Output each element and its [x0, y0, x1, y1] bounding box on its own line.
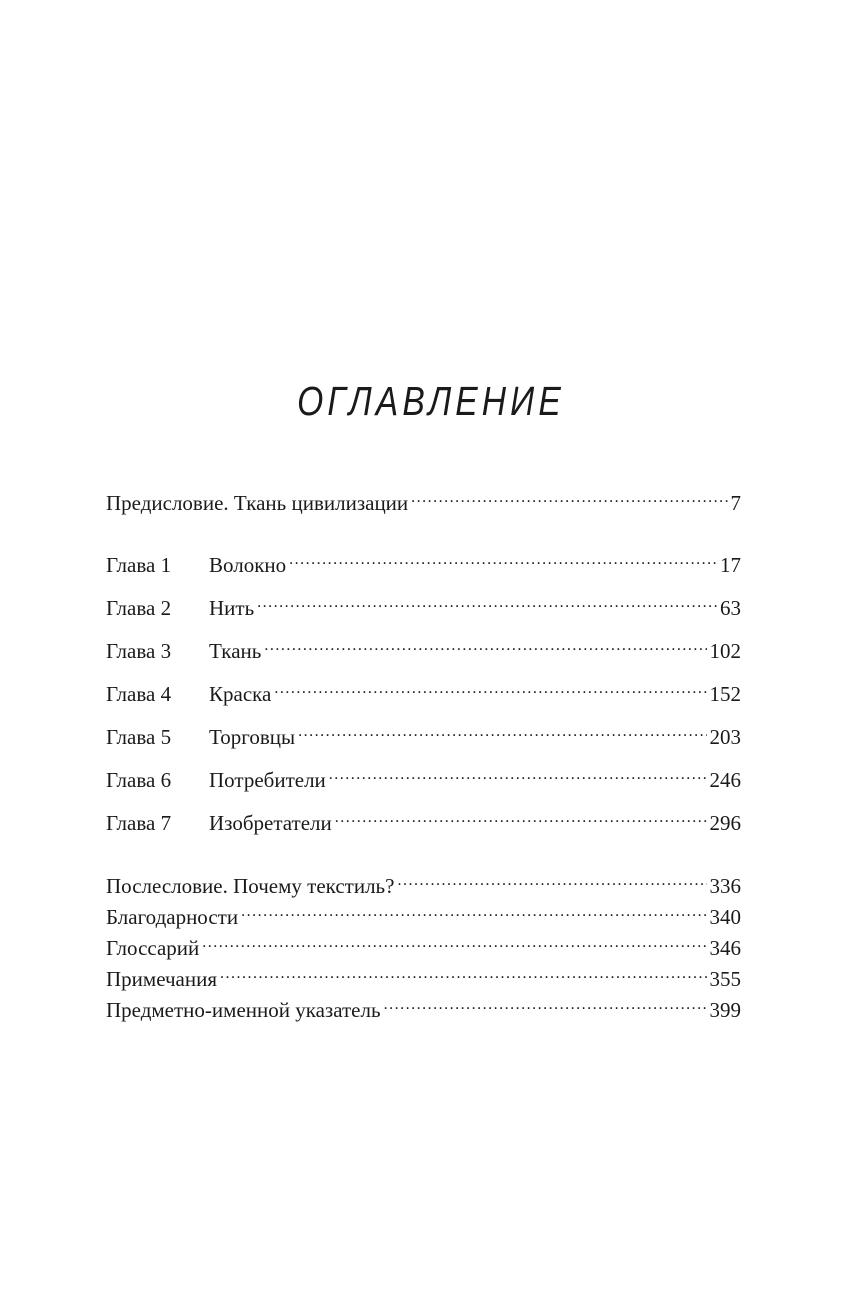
page-number: 346	[709, 936, 741, 960]
chapter-label: Глава 3	[106, 639, 172, 663]
entry-title: Предметно-именной указатель	[106, 998, 381, 1022]
entry-title: Краска	[209, 682, 272, 706]
entry-title: Ткань	[209, 639, 262, 663]
toc-entry-chapter-5	[106, 720, 741, 749]
toc-entry-preface	[106, 486, 741, 515]
page-number: 7	[730, 491, 741, 515]
toc-entry-afterword	[106, 869, 741, 898]
dot-leader	[289, 548, 717, 572]
dot-leader	[241, 900, 706, 924]
toc-entry-acknowledgements	[106, 900, 741, 929]
entry-title: Глоссарий	[106, 936, 200, 960]
toc-entry-index	[106, 993, 741, 1022]
page-number: 336	[709, 874, 741, 898]
dot-leader	[220, 962, 706, 986]
dot-leader	[384, 993, 707, 1017]
dot-leader	[298, 720, 706, 744]
toc-entry-chapter-6	[106, 763, 741, 792]
entry-title: Примечания	[106, 967, 218, 991]
entry-title: Послесловие. Почему текстиль?	[106, 874, 395, 898]
page-number: 17	[720, 553, 741, 577]
dot-leader	[257, 591, 717, 615]
dot-leader	[411, 486, 727, 510]
page-title: ОГЛАВЛЕНИЕ	[297, 378, 565, 424]
page-number: 399	[709, 998, 741, 1022]
page-number: 102	[709, 639, 741, 663]
chapter-label: Глава 6	[106, 768, 172, 792]
dot-leader	[274, 677, 706, 701]
dot-leader	[329, 763, 707, 787]
page-number: 296	[709, 811, 741, 835]
entry-title: Нить	[209, 596, 255, 620]
toc-entry-chapter-1	[106, 548, 741, 577]
chapter-label: Глава 2	[106, 596, 172, 620]
entry-title: Волокно	[209, 553, 287, 577]
chapter-label: Глава 1	[106, 553, 172, 577]
toc-entry-glossary	[106, 931, 741, 960]
entry-title: Торговцы	[209, 725, 296, 749]
dot-leader	[335, 806, 707, 830]
toc-entry-chapter-2	[106, 591, 741, 620]
page-number: 152	[709, 682, 741, 706]
entry-title: Предисловие. Ткань цивилизации	[106, 491, 409, 515]
page-number: 340	[709, 905, 741, 929]
chapter-label: Глава 7	[106, 811, 172, 835]
chapter-label: Глава 5	[106, 725, 172, 749]
page-number: 203	[709, 725, 741, 749]
toc-entry-notes	[106, 962, 741, 991]
toc-entry-chapter-3	[106, 634, 741, 663]
entry-title: Изобретатели	[209, 811, 332, 835]
dot-leader	[202, 931, 706, 955]
entry-title: Благодарности	[106, 905, 239, 929]
page-number: 63	[720, 596, 741, 620]
entry-title: Потребители	[209, 768, 326, 792]
page-number: 246	[709, 768, 741, 792]
dot-leader	[264, 634, 706, 658]
page-number: 355	[709, 967, 741, 991]
toc-entry-chapter-7	[106, 806, 741, 835]
toc-entry-chapter-4	[106, 677, 741, 706]
chapter-label: Глава 4	[106, 682, 172, 706]
dot-leader	[397, 869, 706, 893]
